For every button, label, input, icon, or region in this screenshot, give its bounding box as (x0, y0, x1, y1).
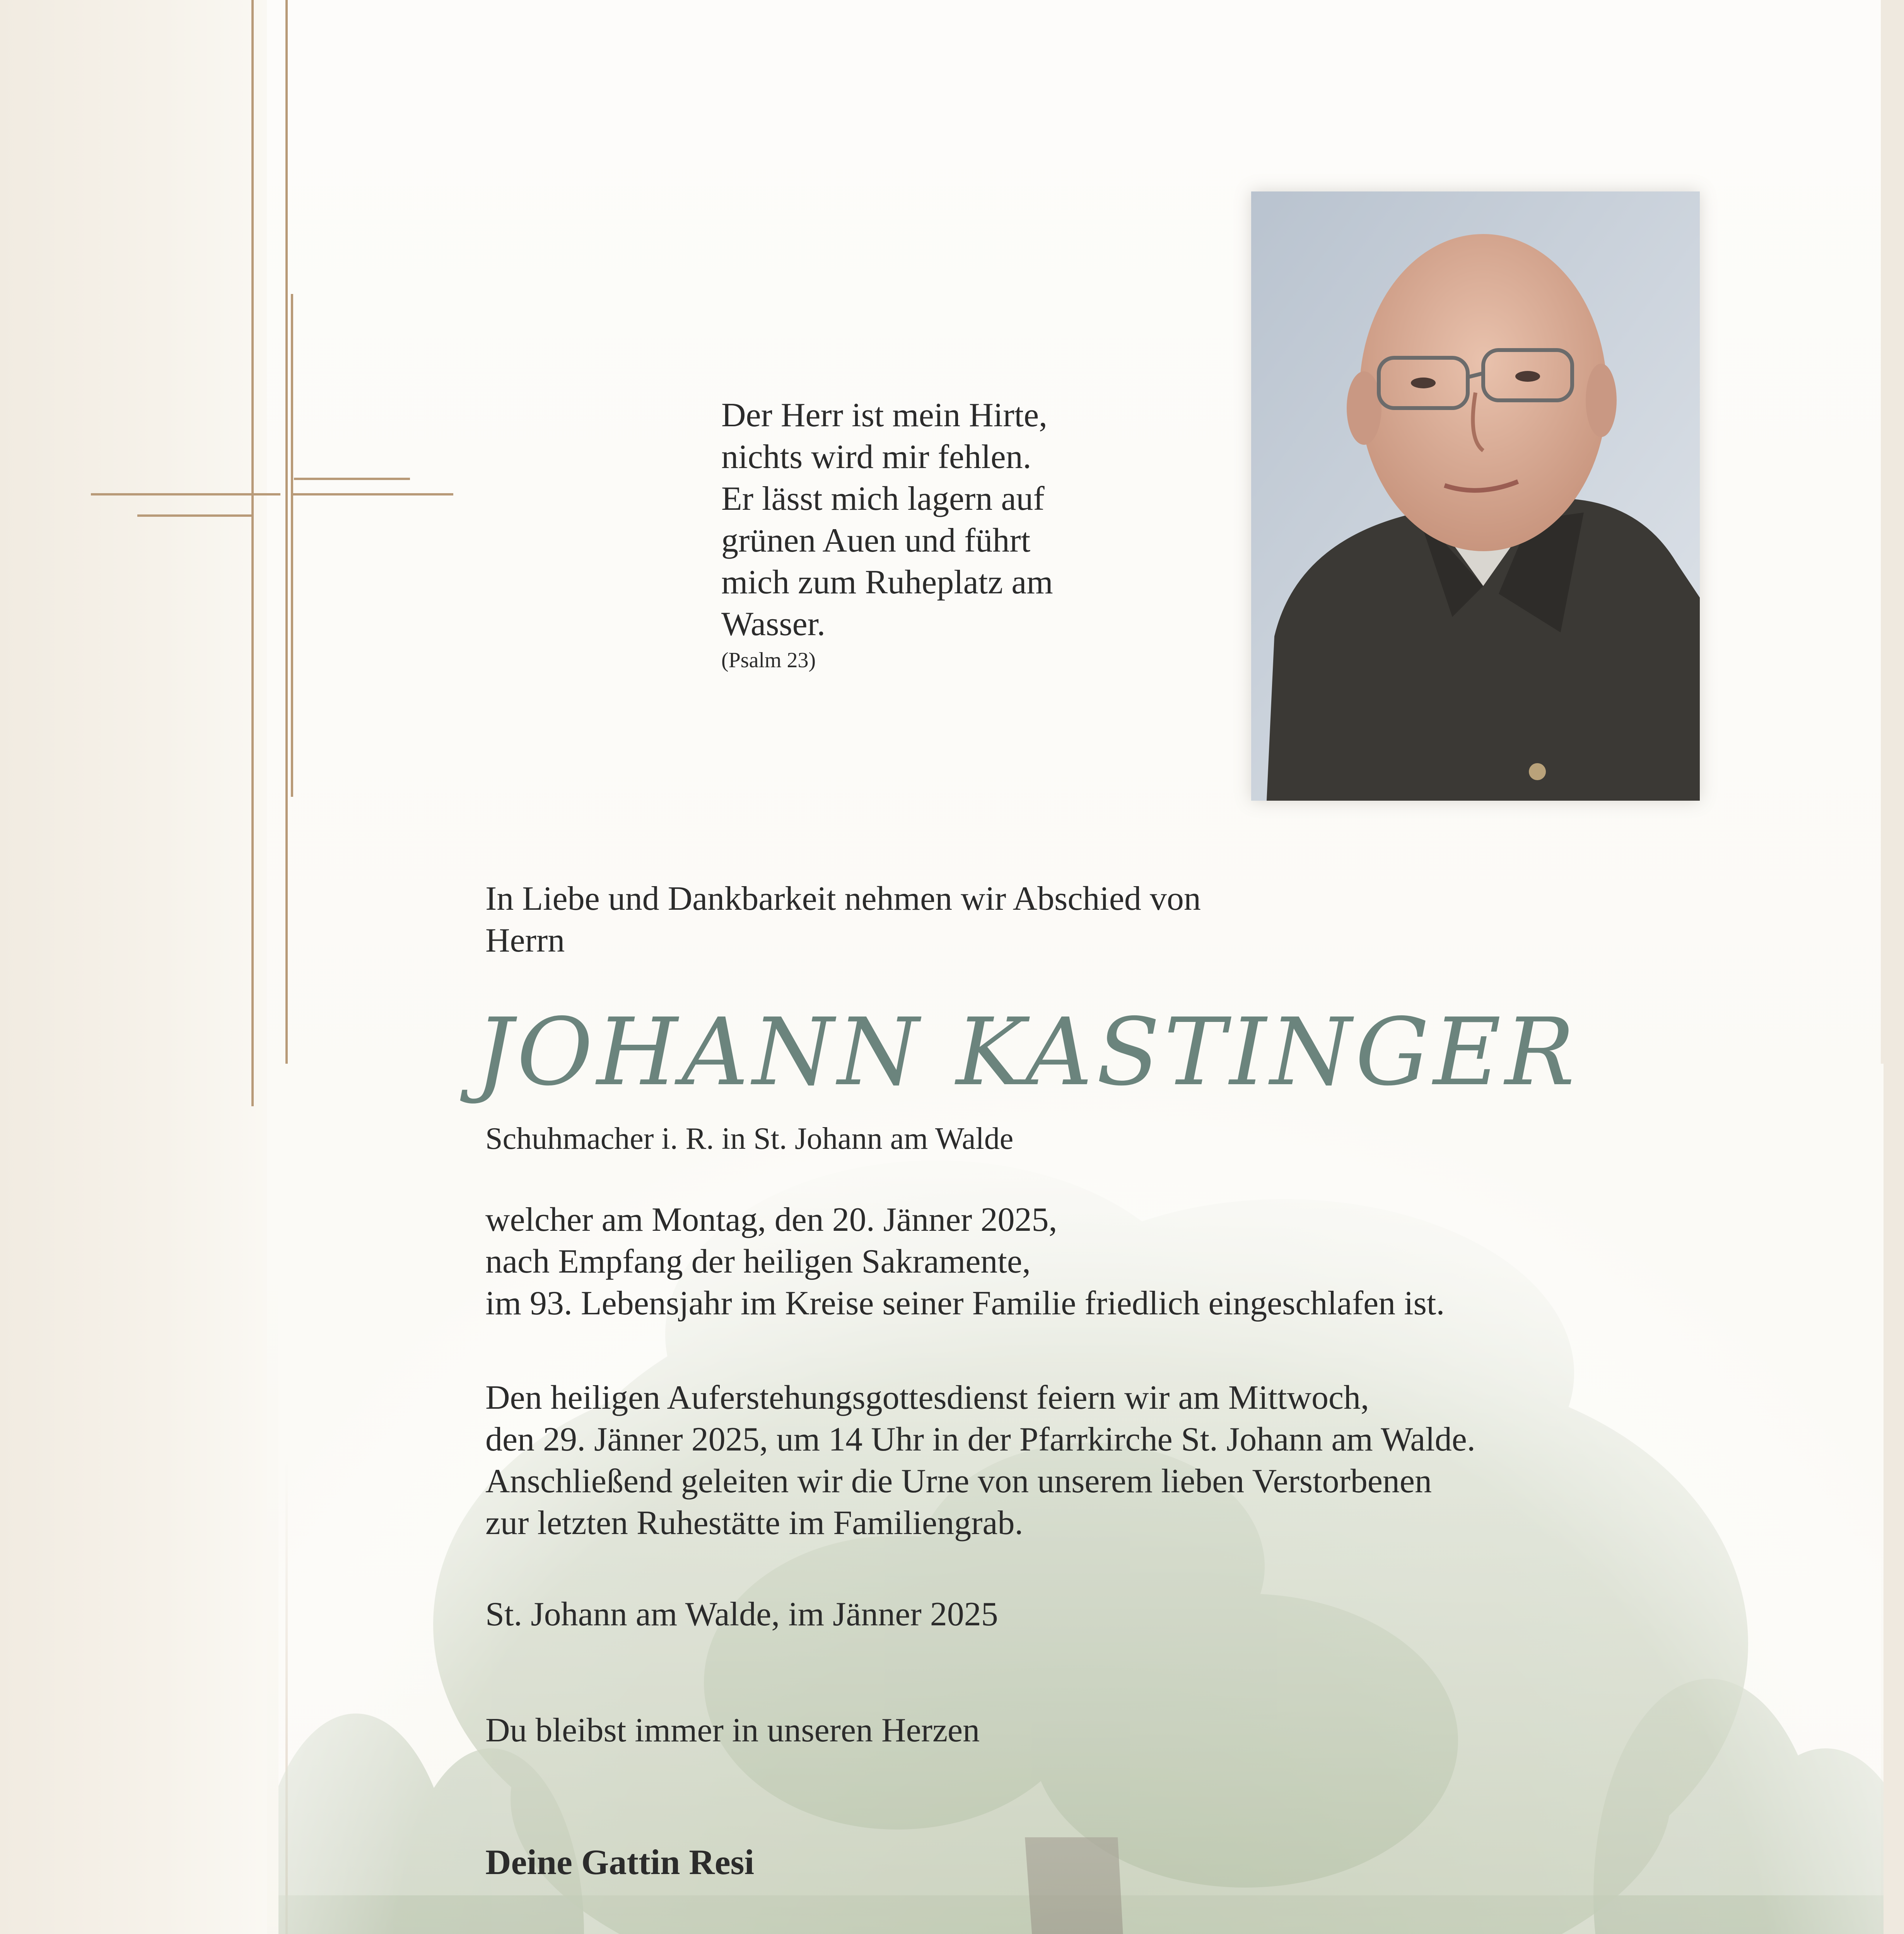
funeral-line: Anschließend geleiten wir die Urne von unserem lieben Verstorbenen (485, 1462, 1432, 1500)
farewell-intro (485, 878, 1201, 962)
motto: Du bleibst immer in unseren Herzen (485, 1712, 980, 1749)
deceased-name: JOHANN KASTINGER (476, 998, 1579, 1106)
psalm-line: Der Herr ist mein Hirte, (721, 396, 1048, 434)
right-edge-band (1881, 0, 1904, 1934)
psalm-line: nichts wird mir fehlen. (721, 438, 1031, 476)
portrait-photo-frame (1251, 191, 1700, 801)
intro-line: In Liebe und Dankbarkeit nehmen wir Abschied von (485, 880, 1201, 917)
psalm-line: Er lässt mich lagern auf (721, 480, 1045, 518)
deceased-occupation: Schuhmacher i. R. in St. Johann am Walde (485, 1122, 1014, 1156)
left-margin-band (0, 0, 267, 1934)
funeral-line: Den heiligen Auferstehungsgottesdienst feiern wir am Mittwoch, (485, 1379, 1370, 1416)
funeral-line: den 29. Jänner 2025, um 14 Uhr in der Pfarrkirche St. Johann am Walde. (485, 1421, 1475, 1458)
death-notice (485, 1199, 1445, 1324)
death-line: welcher am Montag, den 20. Jänner 2025, (485, 1201, 1057, 1239)
place-date: St. Johann am Walde, im Jänner 2025 (485, 1596, 998, 1633)
death-line: nach Empfang der heiligen Sakramente, (485, 1243, 1031, 1280)
death-line: im 93. Lebensjahr im Kreise seiner Familie friedlich eingeschlafen ist. (485, 1285, 1445, 1322)
funeral-notice (485, 1377, 1475, 1544)
intro-line: Herrn (485, 922, 565, 959)
psalm-quote (721, 395, 1053, 674)
psalm-reference: (Psalm 23) (721, 648, 816, 672)
funeral-line: zur letzten Ruhestätte im Familiengrab. (485, 1504, 1023, 1542)
psalm-line: mich zum Ruheplatz am (721, 564, 1053, 601)
mourner-spouse: Deine Gattin Resi (485, 1842, 755, 1882)
psalm-line: Wasser. (721, 605, 826, 643)
portrait-photo (1251, 191, 1700, 801)
psalm-line: grünen Auen und führt (721, 522, 1031, 559)
